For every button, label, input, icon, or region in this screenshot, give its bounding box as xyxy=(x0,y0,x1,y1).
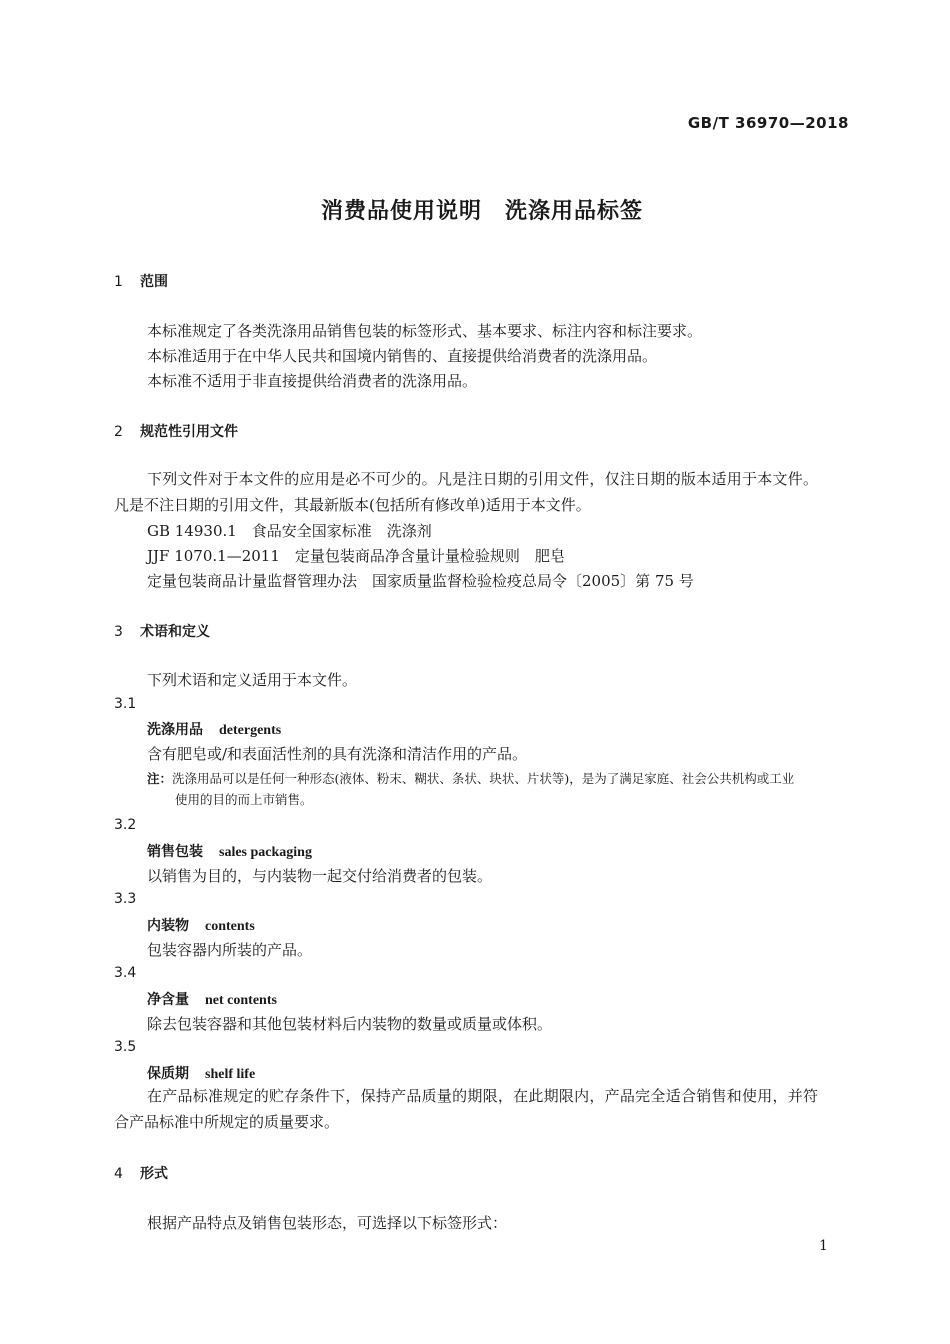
reference-item: JJF 1070.1—2011 定量包装商品净含量计量检验规则 肥皂 xyxy=(147,547,565,565)
section-number: 2 xyxy=(114,424,123,440)
term-en: sales packaging xyxy=(219,845,312,860)
section-3-heading xyxy=(114,621,210,641)
term-heading xyxy=(147,1063,255,1083)
reference-item: GB 14930.1 食品安全国家标准 洗涤剂 xyxy=(147,522,432,540)
paragraph: 下列术语和定义适用于本文件。 xyxy=(147,671,358,689)
term-heading xyxy=(147,915,255,935)
term-zh: 洗涤用品 xyxy=(147,722,203,738)
term-number: 3.2 xyxy=(114,817,137,833)
section-number: 3 xyxy=(114,624,123,640)
term-definition: 包装容器内所装的产品。 xyxy=(147,941,313,959)
note-text: 使用的目的而上市销售。 xyxy=(175,792,313,807)
section-title: 形式 xyxy=(140,1166,168,1182)
paragraph: 根据产品特点及销售包装形态，可选择以下标签形式： xyxy=(147,1214,508,1232)
section-number: 4 xyxy=(114,1166,123,1182)
term-heading xyxy=(147,841,312,861)
section-number: 1 xyxy=(114,274,123,290)
paragraph: 下列文件对于本文件的应用是必不可少的。凡是注日期的引用文件，仅注日期的版本适用于本文件。凡是不注日期的引用文件，其最新版本(包括所有修改单)适用于本文件。 xyxy=(114,470,818,514)
section-4-heading xyxy=(114,1163,168,1183)
standard-number: GB/T 36970—2018 xyxy=(687,114,849,132)
term-en: detergents xyxy=(219,723,282,738)
term-heading xyxy=(147,989,277,1009)
term-number: 3.1 xyxy=(114,696,137,712)
term-note xyxy=(147,768,849,810)
document-title: 消费品使用说明 洗涤用品标签 xyxy=(320,199,643,224)
term-definition: 在产品标准规定的贮存条件下，保持产品质量的期限，在此期限内，产品完全适合销售和使用，并符合产品标准中所规定的质量要求。 xyxy=(114,1087,818,1131)
paragraph: 本标准不适用于非直接提供给消费者的洗涤用品。 xyxy=(147,372,478,390)
section-title: 规范性引用文件 xyxy=(140,424,238,440)
section-2-heading xyxy=(114,421,238,441)
term-definition: 除去包装容器和其他包装材料后内装物的数量或质量或体积。 xyxy=(147,1015,553,1033)
term-zh: 内装物 xyxy=(147,918,189,934)
note-label: 注： xyxy=(147,771,173,786)
term-number: 3.3 xyxy=(114,891,137,907)
reference-item: 定量包装商品计量监督管理办法 国家质量监督检验检疫总局令〔2005〕第 75 号 xyxy=(147,572,694,590)
term-zh: 销售包装 xyxy=(147,844,203,860)
term-number: 3.4 xyxy=(114,965,137,981)
term-zh: 保质期 xyxy=(147,1066,189,1082)
term-en: shelf life xyxy=(205,1067,256,1082)
term-definition: 含有肥皂或/和表面活性剂的具有洗涤和清洁作用的产品。 xyxy=(147,745,528,763)
note-text: 洗涤用品可以是任何一种形态(液体、粉末、糊状、条状、块状、片状等)，是为了满足家庭、社会公共机构或工业 xyxy=(172,771,795,786)
paragraph: 本标准规定了各类洗涤用品销售包装的标签形式、基本要求、标注内容和标注要求。 xyxy=(147,322,703,340)
term-en: contents xyxy=(205,919,255,934)
section-title: 范围 xyxy=(140,274,168,290)
section-title: 术语和定义 xyxy=(140,624,210,640)
term-heading xyxy=(147,719,281,739)
paragraph: 本标准适用于在中华人民共和国境内销售的、直接提供给消费者的洗涤用品。 xyxy=(147,347,658,365)
term-zh: 净含量 xyxy=(147,992,189,1008)
term-en: net contents xyxy=(205,993,277,1008)
term-number: 3.5 xyxy=(114,1039,137,1055)
page-number: 1 xyxy=(819,1238,828,1254)
term-definition: 以销售为目的，与内装物一起交付给消费者的包装。 xyxy=(147,867,493,885)
section-1-heading xyxy=(114,271,168,291)
